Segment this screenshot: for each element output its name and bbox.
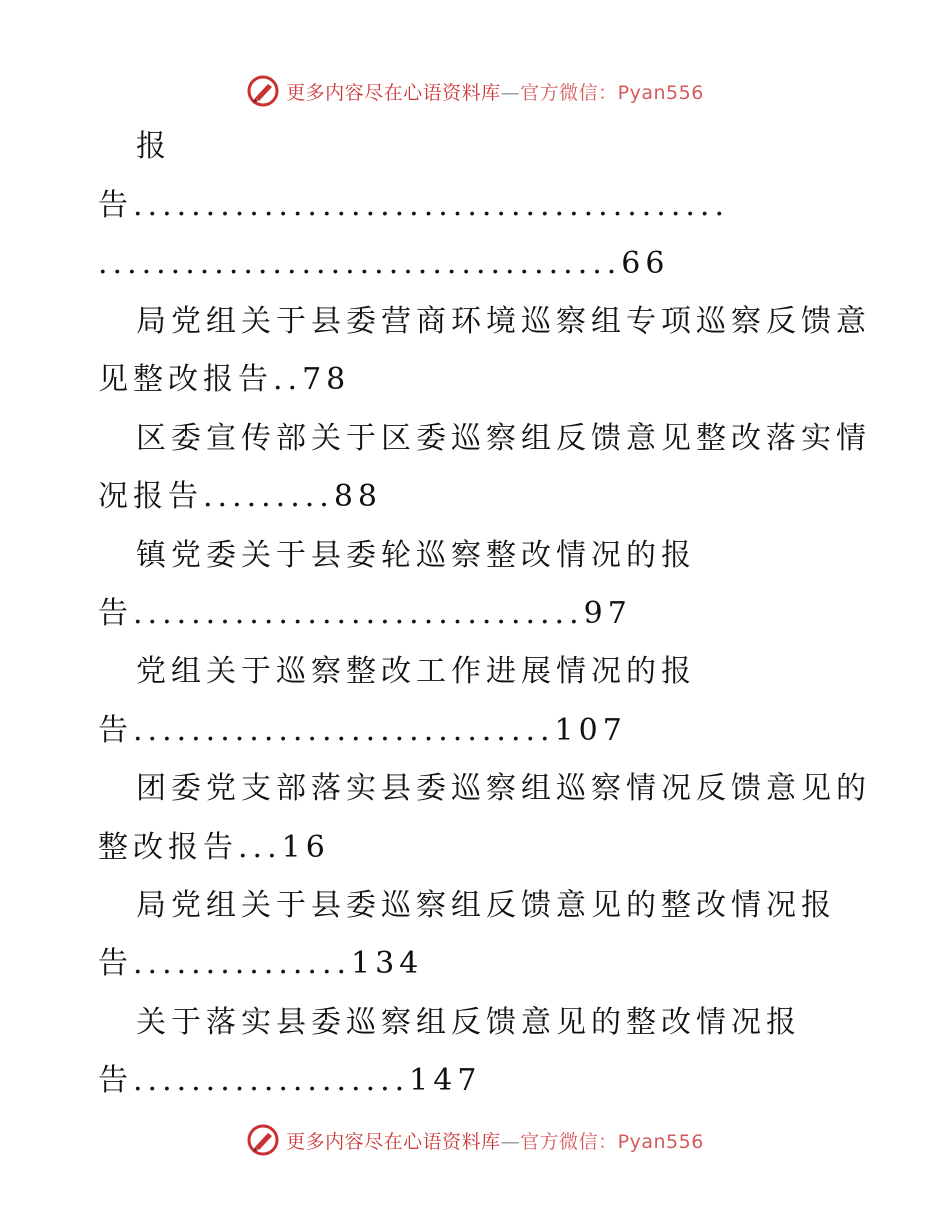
footer-text [286, 1127, 704, 1154]
header-separator: — [500, 81, 521, 104]
toc-line: 告.............................107 [98, 713, 627, 748]
toc-line: 区委宣传部关于区委巡察组反馈意见整改落实情 [136, 421, 871, 456]
toc-line: 镇党委关于县委轮巡察整改情况的报 [136, 538, 696, 573]
toc-line: ....................................66 [98, 246, 670, 281]
toc-line: 告...................147 [98, 1063, 482, 1098]
footer-contact: 官方微信：Pyan556 [520, 1130, 704, 1153]
header-contact: 官方微信：Pyan556 [520, 81, 704, 104]
header-brand: 更多内容尽在心语资料库 [286, 81, 501, 104]
pen-logo-icon [246, 1123, 280, 1157]
toc-line: 局党组关于县委营商环境巡察组专项巡察反馈意 [136, 304, 871, 339]
toc-line: 见整改报告..78 [98, 362, 351, 397]
toc-line: 党组关于巡察整改工作进展情况的报 [136, 654, 696, 689]
toc-line: 报 [136, 129, 171, 164]
toc-line: 告...............................97 [98, 596, 632, 631]
footer-brand: 更多内容尽在心语资料库 [286, 1130, 501, 1153]
toc-line: 整改报告...16 [98, 830, 330, 865]
toc-line: 告......................................... [98, 188, 729, 223]
toc-line: 告...............134 [98, 946, 424, 981]
toc-line: 关于落实县委巡察组反馈意见的整改情况报 [136, 1005, 801, 1040]
toc-line: 况报告.........88 [98, 479, 382, 514]
footer-banner [0, 1120, 950, 1160]
toc-line: 团委党支部落实县委巡察组巡察情况反馈意见的 [136, 771, 871, 806]
toc-line: 局党组关于县委巡察组反馈意见的整改情况报 [136, 888, 836, 923]
footer-separator: — [500, 1130, 521, 1153]
